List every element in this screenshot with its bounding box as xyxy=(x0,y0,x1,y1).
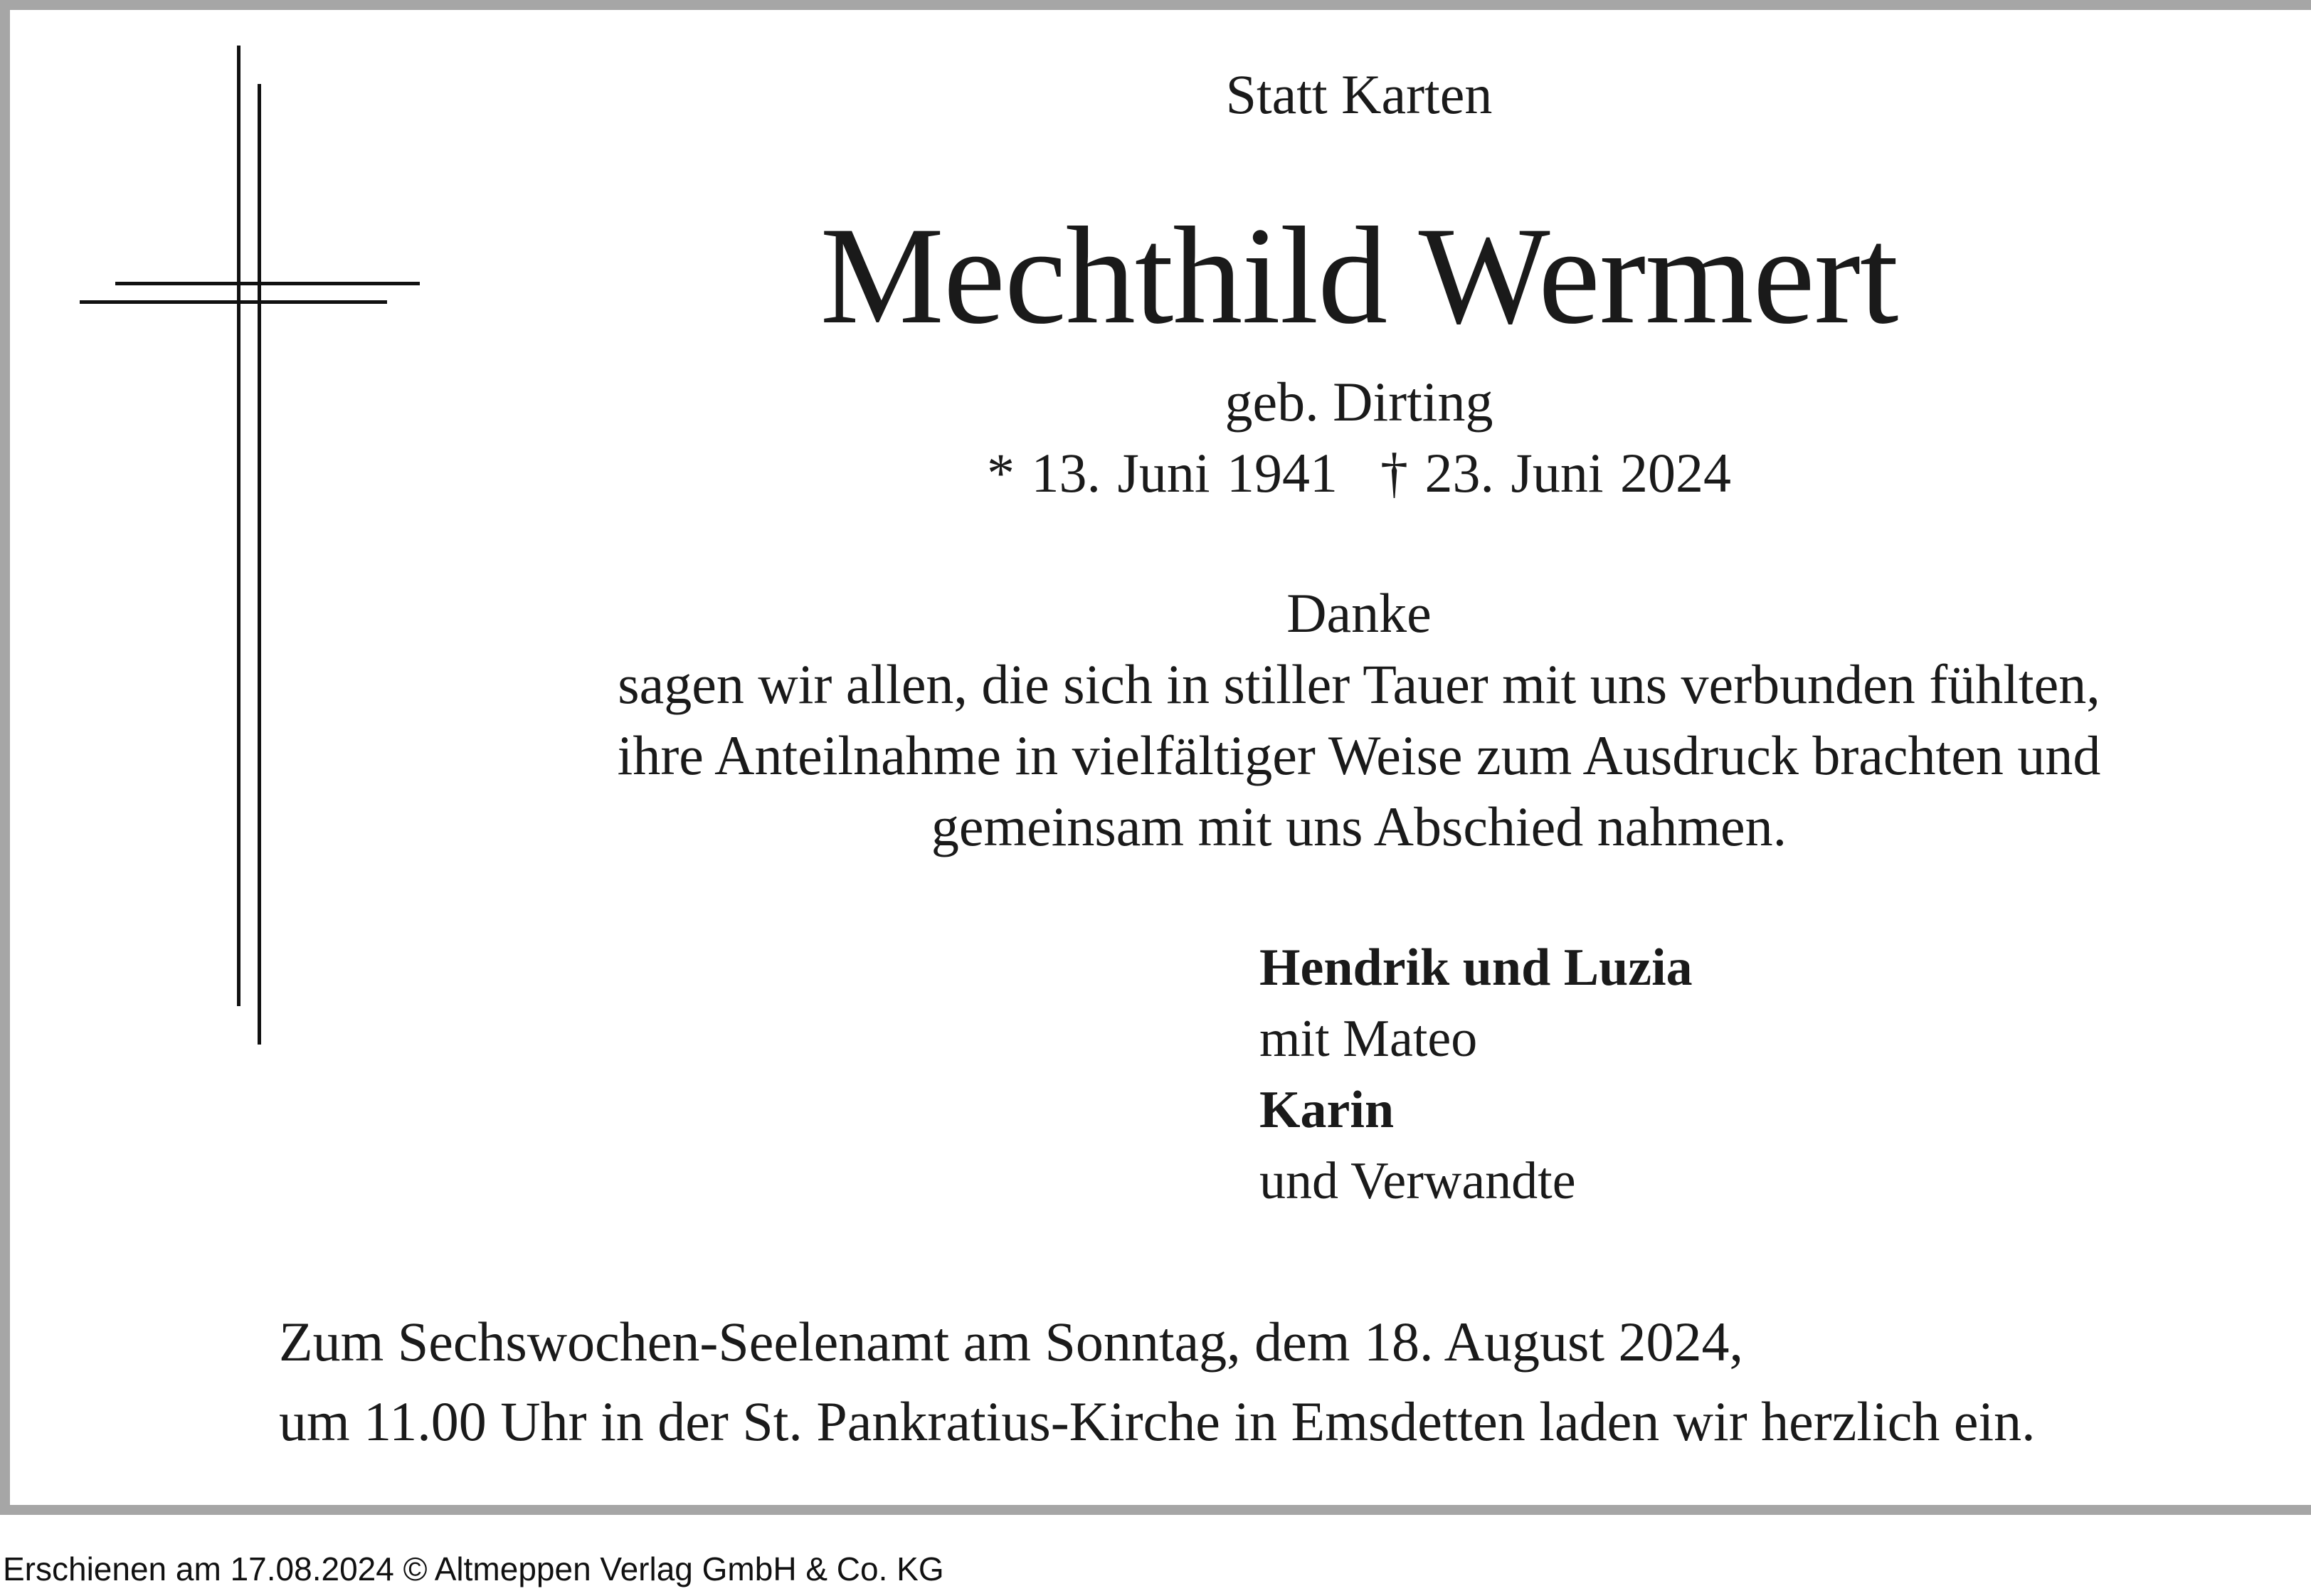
deceased-name: Mechthild Wermert xyxy=(820,199,1898,353)
cross-vertical-right xyxy=(258,84,261,1045)
cross-horizontal-top xyxy=(115,282,420,285)
invitation-line: um 11.00 Uhr in der St. Pankratius-Kirche in Emsdetten laden wir herzlich ein. xyxy=(279,1390,2036,1452)
family-signatures xyxy=(1259,932,1693,1217)
family-member: mit Mateo xyxy=(1259,1010,1478,1068)
thanks-text xyxy=(498,578,2220,862)
family-member: Karin xyxy=(1259,1081,1395,1139)
family-member: und Verwandte xyxy=(1259,1152,1576,1210)
mass-invitation xyxy=(279,1302,2036,1462)
birth-date: * 13. Juni 1941 xyxy=(986,442,1338,504)
header-statt-karten: Statt Karten xyxy=(1225,63,1493,125)
thanks-line: ihre Anteilnahme in vielfältiger Weise zum Ausdruck brachten und xyxy=(617,724,2101,786)
publication-footer: Erschienen am 17.08.2024 © Altmeppen Verlag GmbH & Co. KG xyxy=(3,1550,944,1587)
life-dates xyxy=(498,441,2220,505)
family-member: Hendrik und Luzia xyxy=(1259,939,1693,997)
thanks-title: Danke xyxy=(1286,582,1432,644)
death-date: † 23. Juni 2024 xyxy=(1380,442,1732,504)
birth-name: geb. Dirting xyxy=(1225,371,1493,433)
thanks-line: sagen wir allen, die sich in stiller Tauer mit uns verbunden fühlten, xyxy=(618,653,2100,715)
cross-horizontal-bottom xyxy=(80,300,387,304)
thanks-line: gemeinsam mit uns Abschied nahmen. xyxy=(931,796,1787,857)
cross-vertical-left xyxy=(237,46,240,1006)
invitation-line: Zum Sechswochen-Seelenamt am Sonntag, dem 18. August 2024, xyxy=(279,1311,1744,1373)
